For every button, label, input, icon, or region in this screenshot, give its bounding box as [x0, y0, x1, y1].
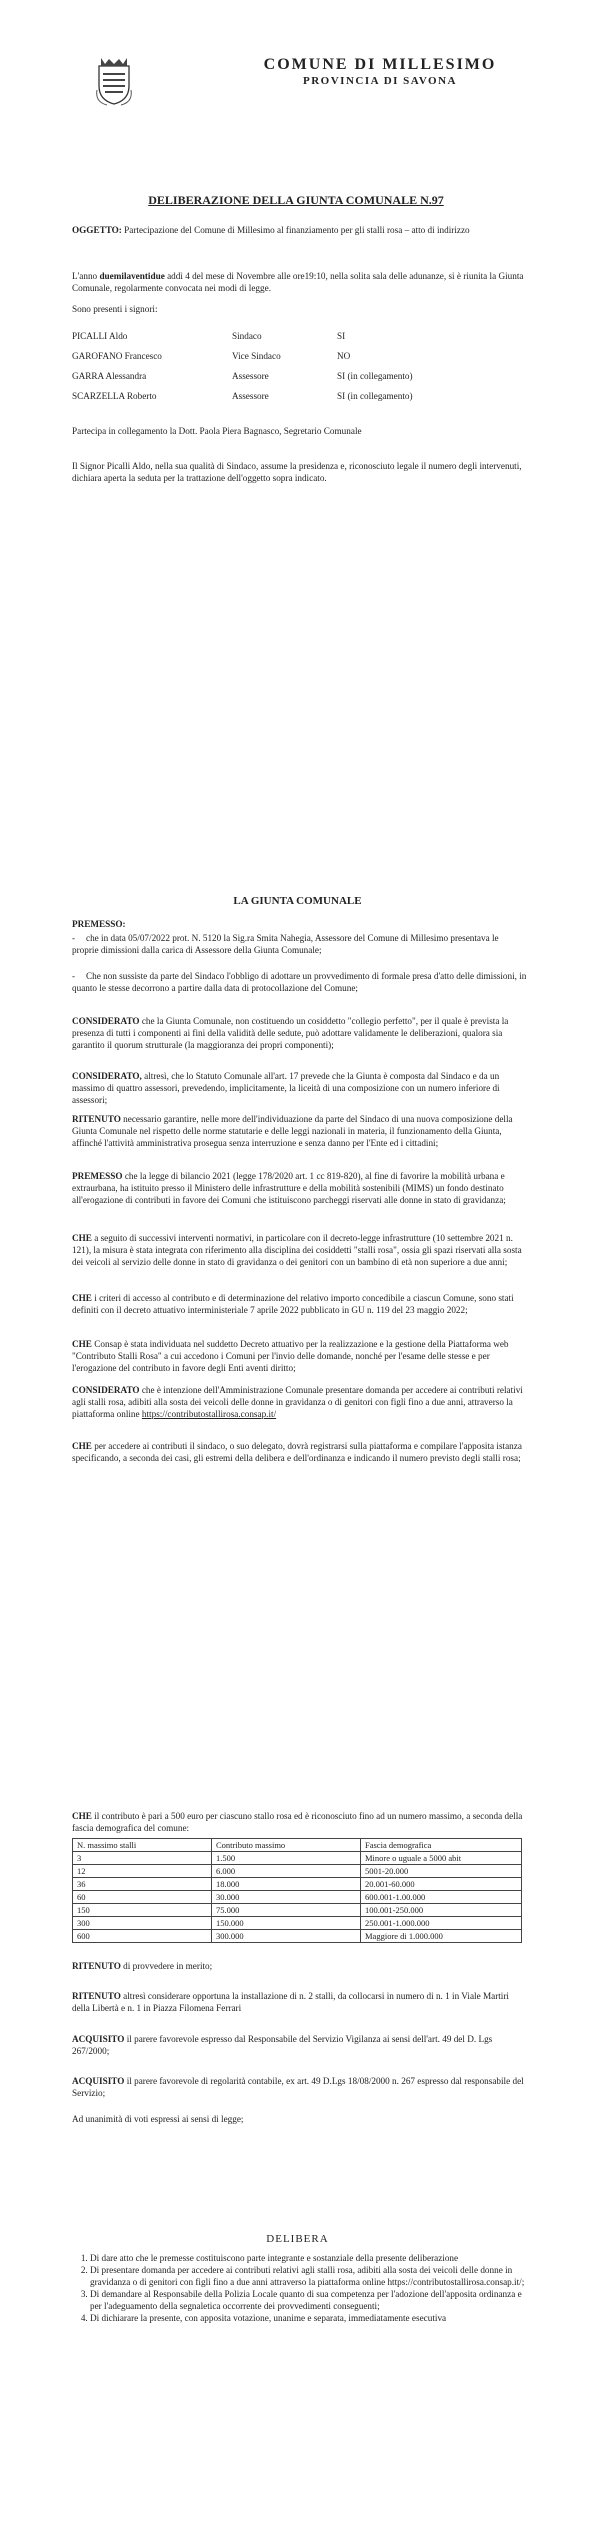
acquisito-text: il parere favorevole espresso dal Responsabile del Servizio Vigilanza ai sensi dell'art. 49 del D. Lgs 267/2000; [72, 2034, 493, 2056]
che-paragraph [72, 1232, 527, 1268]
province-name: PROVINCIA DI SAVONA [303, 75, 457, 87]
delibera-item: 3. Di demandare al Responsabile della Polizia Locale quanto di sua competenza per l'adozione dell'apposita ordinanza e per l'adeguamento della segnaletica occorrente dei provvedimenti conseguenti; [90, 2288, 527, 2312]
presenti-table [72, 326, 413, 406]
table-cell: 300.000 [212, 1930, 361, 1943]
intro-rest: addì 4 del mese di Novembre alle ore19:10, nella solita sala delle adunanze, si è riunita la Giunta Comunale, regolarmente convocata nei modi di legge. [72, 271, 524, 293]
table-row [73, 1930, 522, 1943]
table-cell: 150.000 [212, 1917, 361, 1930]
giunta-title: LA GIUNTA COMUNALE [233, 895, 362, 907]
consap-link[interactable]: https://contributostallirosa.consap.it/ [141, 1409, 277, 1419]
table-header: N. massimo stalli [73, 1839, 212, 1852]
table-cell: 100.001-250.000 [361, 1904, 522, 1917]
unanimita-text: Ad unanimità di voti espressi ai sensi di legge; [72, 2114, 244, 2124]
considerato-label: CONSIDERATO [72, 1016, 140, 1026]
considerato-text: che la Giunta Comunale, non costituendo un cosiddetto "collegio perfetto", per il quale è prevista la presenza di tutti i componenti ai fini della validità delle sedute, può adottare validamente le deliberazioni, qualora sia garantito il quorum strutturale (la maggioranza dei propri componenti); [72, 1016, 509, 1050]
delibera-item: 4. Di dichiarare la presente, con apposita votazione, unanime e separata, immediatamente esecutiva [90, 2312, 527, 2324]
ritenuto-text: di provvedere in merito; [120, 1961, 213, 1971]
table-cell: 600 [73, 1930, 212, 1943]
municipality-name: COMUNE DI MILLESIMO [263, 56, 497, 73]
table-cell: 60 [73, 1891, 212, 1904]
table-cell: 5001-20.000 [361, 1865, 522, 1878]
acquisito-paragraph [72, 2075, 527, 2099]
che-paragraph [72, 1338, 527, 1374]
considerato-paragraph [72, 1015, 527, 1051]
ritenuto-label: RITENUTO [72, 1961, 121, 1971]
presenti-row [72, 346, 413, 366]
table-cell: 20.001-60.000 [361, 1878, 522, 1891]
table-header: Contributo massimo [212, 1839, 361, 1852]
intro-prefix: L'anno [72, 271, 100, 281]
considerato-label: CONSIDERATO, [72, 1071, 142, 1081]
intro-paragraph [72, 270, 527, 294]
ritenuto-label: RITENUTO [72, 1991, 121, 2001]
acquisito-label: ACQUISITO [72, 2034, 125, 2044]
che-text: i criteri di accesso al contributo e di determinazione del relativo importo concedibile a ciascun Comune, sono stati definiti con il decreto attuativo interministeriale 7 aprile 2022 pubblicato in GU n. 119 del 23 maggio 2022; [72, 1293, 514, 1315]
sindaco-paragraph: Il Signor Picalli Aldo, nella sua qualità di Sindaco, assume la presidenza e, riconosciuto legale il numero degli intervenuti, dichiara aperta la seduta per la trattazione dell'oggetto sopra indicato. [72, 461, 522, 483]
delibera-title: DELIBERA [266, 2233, 329, 2245]
che-label: CHE [72, 1441, 92, 1451]
presente-role: Assessore [232, 371, 269, 381]
table-row [73, 1904, 522, 1917]
table-cell: 300 [73, 1917, 212, 1930]
list-dash: - [72, 933, 76, 943]
premesso-label: PREMESSO [72, 1171, 123, 1181]
che-label: CHE [72, 1293, 92, 1303]
ritenuto-paragraph [72, 1990, 527, 2014]
considerato-label: CONSIDERATO [72, 1385, 140, 1395]
presente-role: Vice Sindaco [232, 351, 281, 361]
che-text: per accedere ai contributi il sindaco, o suo delegato, dovrà registrarsi sulla piattaforma e compilare l'apposita istanza specificando, a seconda dei casi, gli estremi della delibera e dell'ordinanza e indicando il numero previsto degli stalli rosa; [72, 1441, 522, 1463]
table-cell: 6.000 [212, 1865, 361, 1878]
table-cell: 600.001-1.00.000 [361, 1891, 522, 1904]
table-cell: Maggiore di 1.000.000 [361, 1930, 522, 1943]
table-row [73, 1891, 522, 1904]
presente-status: SI (in collegamento) [337, 391, 413, 401]
premesso-item-text: che in data 05/07/2022 prot. N. 5120 la Sig.ra Smita Nahegia, Assessore del Comune di Millesimo presentava le proprie dimissioni dalla carica di Assessore della Giunta Comunale; [72, 933, 499, 955]
oggetto-label: OGGETTO: [72, 225, 122, 235]
oggetto-text: Partecipazione del Comune di Millesimo al finanziamento per gli stalli rosa – atto di indirizzo [124, 225, 470, 235]
municipal-crest [95, 56, 133, 106]
table-header: Fascia demografica [361, 1839, 522, 1852]
acquisito-paragraph [72, 2033, 527, 2057]
presente-status: NO [337, 351, 351, 361]
table-cell: 250.001-1.000.000 [361, 1917, 522, 1930]
ritenuto-paragraph [72, 1960, 527, 1972]
table-row [73, 1878, 522, 1891]
considerato-paragraph [72, 1384, 527, 1420]
premesso-text: che la legge di bilancio 2021 (legge 178/2020 art. 1 cc 819-820), al fine di favorire la mobilità urbana e extraurbana, ha istituito presso il Ministero delle infrastrutture e della mobilità sostenibili (MIMS) un fondo destinato all'erogazione di contributi in favore dei Comuni che istituiscono parcheggi riservati alle donne in stato di gravidanza; [72, 1171, 506, 1205]
presente-name: GAROFANO Francesco [72, 351, 162, 361]
considerato-text: che è intenzione dell'Amministrazione Comunale presentare domanda per accedere ai contributi relativi agli stalli rosa, adibiti alla sosta dei veicoli delle donne in gravidanza o di genitori con figli fino a due anni, attraverso la piattaforma online [72, 1385, 523, 1419]
table-row [73, 1865, 522, 1878]
delibera-item: 1. Di dare atto che le premesse costituiscono parte integrante e sostanziale della presente deliberazione [90, 2252, 527, 2264]
table-cell: 1.500 [212, 1852, 361, 1865]
presenti-label: Sono presenti i signori: [72, 304, 158, 314]
presente-name: SCARZELLA Roberto [72, 391, 157, 401]
document-title: DELIBERAZIONE DELLA GIUNTA COMUNALE N.97 [148, 193, 444, 207]
che-text: Consap è stata individuata nel suddetto Decreto attuativo per la realizzazione e la gestione della Piattaforma web "Contributo Stalli Rosa" a cui accedono i Comuni per l'invio delle domande, nonché per l'esame delle stesse e per l'erogazione del contributo in favore degli Enti aventi diritto; [72, 1339, 509, 1373]
presente-role: Assessore [232, 391, 269, 401]
table-row [73, 1852, 522, 1865]
table-cell: 30.000 [212, 1891, 361, 1904]
considerato-paragraph [72, 1070, 527, 1106]
che-text: il contributo è pari a 500 euro per ciascuno stallo rosa ed è riconosciuto fino ad un numero massimo, a seconda della fascia demografica del comune: [72, 1811, 523, 1833]
presenti-row [72, 366, 413, 386]
presenti-row [72, 326, 413, 346]
premesso-label: PREMESSO: [72, 919, 126, 929]
acquisito-text: il parere favorevole di regolarità contabile, ex art. 49 D.Lgs 18/08/2000 n. 267 espresso dal responsabile del Servizio; [72, 2076, 524, 2098]
premesso-item [72, 932, 527, 956]
delibera-list [72, 2252, 527, 2324]
che-label: CHE [72, 1811, 92, 1821]
presenti-row [72, 386, 413, 406]
intro-year: duemilaventidue [99, 271, 165, 281]
presente-role: Sindaco [232, 331, 262, 341]
che-label: CHE [72, 1233, 92, 1243]
ritenuto-text: altresì considerare opportuna la installazione di n. 2 stalli, da collocarsi in numero di n. 1 in Viale Martiri della Libertà e n. 1 in Piazza Filomena Ferrari [72, 1991, 509, 2013]
che-text: a seguito di successivi interventi normativi, in particolare con il decreto-legge infrastrutture (10 settembre 2021 n. 121), la misura è stata integrata con riferimento alla disciplina dei cosiddetti "stalli rosa", ossia gli spazi riservati alla sosta dei veicoli al servizio delle donne in stato di gravidanza o dei genitori con un bambino di età non superiore a due anni; [72, 1233, 522, 1267]
che-paragraph [72, 1810, 527, 1834]
che-paragraph [72, 1292, 527, 1316]
che-label: CHE [72, 1339, 92, 1349]
ritenuto-text: necessario garantire, nelle more dell'individuazione da parte del Sindaco di una nuova composizione della Giunta Comunale nel rispetto delle norme statutarie e delle leggi nazionali in materia, il funzionamento della Giunta, affinché l'attività amministrativa prosegua senza interruzione e senza danno per l'Ente ed i cittadini; [72, 1114, 513, 1148]
presente-name: PICALLI Aldo [72, 331, 128, 341]
table-cell: 36 [73, 1878, 212, 1891]
table-cell: 18.000 [212, 1878, 361, 1891]
table-cell: 3 [73, 1852, 212, 1865]
fascia-table [72, 1838, 522, 1943]
table-cell: 12 [73, 1865, 212, 1878]
premesso-paragraph [72, 1170, 527, 1206]
table-header-row [73, 1839, 522, 1852]
table-row [73, 1917, 522, 1930]
considerato-text: altresì, che lo Statuto Comunale all'art. 17 prevede che la Giunta è composta dal Sindaco e da un massimo di quattro assessori, prevedendo, implicitamente, la liceità di una composizione con un numero inferiore di assessori; [72, 1071, 500, 1105]
segretario-paragraph: Partecipa in collegamento la Dott. Paola Piera Bagnasco, Segretario Comunale [72, 426, 362, 436]
premesso-item [72, 970, 527, 994]
table-cell: Minore o uguale a 5000 abit [361, 1852, 522, 1865]
che-paragraph [72, 1440, 527, 1464]
ritenuto-label: RITENUTO [72, 1114, 121, 1124]
oggetto-paragraph [72, 224, 527, 236]
acquisito-label: ACQUISITO [72, 2076, 125, 2086]
table-cell: 150 [73, 1904, 212, 1917]
presente-name: GARRA Alessandra [72, 371, 147, 381]
delibera-item: 2. Di presentare domanda per accedere ai contributi relativi agli stalli rosa, adibiti alla sosta dei veicoli delle donne in gravidanza o di genitori con figli fino a due anni attraverso la piattaforma online https://contributostallirosa.consap.it/; [90, 2264, 527, 2288]
list-dash: - [72, 971, 76, 981]
presente-status: SI (in collegamento) [337, 371, 413, 381]
table-cell: 75.000 [212, 1904, 361, 1917]
presente-status: SI [337, 331, 346, 341]
ritenuto-paragraph [72, 1113, 527, 1149]
premesso-item-text: Che non sussiste da parte del Sindaco l'obbligo di adottare un provvedimento di formale presa d'atto delle dimissioni, in quanto le stesse decorrono a partire dalla data di protocollazione del Comune; [72, 971, 527, 993]
